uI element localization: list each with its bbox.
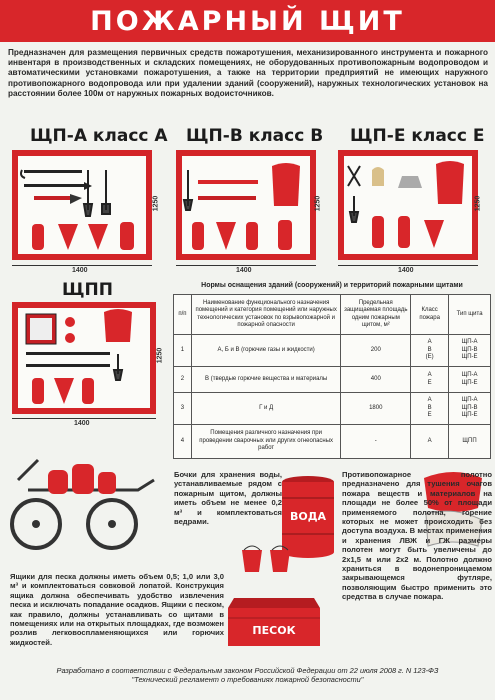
intro-paragraph: Предназначен для размещения первичных средств пожаротушения, механизированного инструмента и пожарного инвентаря в производственных и складских помещениях, не оборудованных противопожарным водопроводом и автоматическими установками пожаротушения, а также на территории предприятий не имеющих наружного противопожарного водопровода или при удалении зданий (сооружений), наружных технологических установок на расстоянии более 100м от наружных пожарных водоисточников. xyxy=(8,48,488,98)
shield-a-height-label: 1250 xyxy=(152,195,160,212)
row-shield-type: ЩП-А ЩП-В ЩП-Е xyxy=(449,335,491,367)
shield-a-tools-illustration xyxy=(18,156,146,254)
norms-table xyxy=(173,294,491,459)
table-header-row xyxy=(174,295,491,335)
sand-box-label: ПЕСОК xyxy=(252,624,296,637)
row-fire-class: А В (Е) xyxy=(411,335,449,367)
shield-p-title: ЩПП xyxy=(62,280,113,300)
header-fire-class: Класс пожара xyxy=(411,295,449,335)
shield-p-width-line xyxy=(12,418,156,419)
fire-blanket-description: Противопожарное полотно предназначено для тушения очагов пожара веществ и материалов на площади не более 50% от площади применяемого полотна, горение которых не может происходить без доступа воздуха. В местах применения и хранения ЛВЖ и ГЖ размеры полотен могут быть увеличены до 2х1,5 м или 2х2 м. Полотно должно храниться в водонепроницаемом закрывающемся футляре, позволяющим быстро применить это средства в случае пожара. xyxy=(342,470,492,602)
footer-law-reference: Разработано в соответствии с Федеральным законом Российской Федерации от 22 июля 2008 г. N 123-ФЗ xyxy=(56,666,439,675)
sand-box-description: Ящики для песка должны иметь объем 0,5; 1,0 или 3,0 м³ и комплектоваться совковой лопатой. Конструкция ящика должна обеспечивать удобство извлечения песка и исключать попадание осадков. Ящики с песком, как правило, должны устанавливать со щитами в помещениях или на открытых площадках, где возможен розлив легковоспламеняющихся или горючих жидкостей. xyxy=(10,572,224,647)
shield-b-panel xyxy=(176,150,316,260)
row-shield-type: ЩП-А ЩП-В ЩП-Е xyxy=(449,393,491,425)
row-fire-class: А xyxy=(411,425,449,459)
row-purpose: Г и Д xyxy=(191,393,340,425)
shield-b-height-label: 1250 xyxy=(314,195,322,212)
shield-e-width-label: 1400 xyxy=(398,267,414,274)
barrel-description: Бочки для хранения воды, устанавливаемые рядом с пожарным щитом, должны иметь объем не менее 0,2 м³ и комплектоваться ведрами. xyxy=(174,470,282,527)
barrel-label: ВОДА xyxy=(289,510,327,523)
header-number: п/п xyxy=(174,295,192,335)
shield-p-tools-illustration xyxy=(18,308,150,408)
row-area: 1800 xyxy=(341,393,411,425)
footer xyxy=(0,666,495,684)
header-shield-type: Тип щита xyxy=(449,295,491,335)
table-row xyxy=(174,393,491,425)
sand-box-illustration xyxy=(228,588,320,648)
row-number: 4 xyxy=(174,425,192,459)
footer-regulation-title: "Технический регламент о требованиях пожарной безопасности" xyxy=(131,675,364,684)
shield-e-tools-illustration xyxy=(344,156,472,254)
header-area: Предельная защищаемая площадь одним пожарным щитом, м² xyxy=(341,295,411,335)
row-fire-class: А В Е xyxy=(411,393,449,425)
shield-a-panel xyxy=(12,150,152,260)
row-purpose: В (твердые горючие вещества и материалы xyxy=(191,367,340,393)
shield-p-panel xyxy=(12,302,156,414)
shield-a-width-label: 1400 xyxy=(72,267,88,274)
row-fire-class: А Е xyxy=(411,367,449,393)
row-shield-type: ЩПП xyxy=(449,425,491,459)
shield-p-width-label: 1400 xyxy=(74,420,90,427)
shield-a-title: ЩП-А класс А xyxy=(30,126,168,146)
fire-cart-illustration xyxy=(8,440,168,560)
row-number: 1 xyxy=(174,335,192,367)
shield-e-panel xyxy=(338,150,478,260)
row-area: 400 xyxy=(341,367,411,393)
title-banner xyxy=(0,0,495,42)
shield-a-width-line xyxy=(12,265,152,266)
buckets-illustration xyxy=(240,544,296,574)
shield-b-tools-illustration xyxy=(182,156,310,254)
table-row xyxy=(174,335,491,367)
row-area: - xyxy=(341,425,411,459)
shield-e-title: ЩП-Е класс Е xyxy=(350,126,485,146)
row-shield-type: ЩП-А ЩП-Е xyxy=(449,367,491,393)
row-purpose: А, Б и В (горючие газы и жидкости) xyxy=(191,335,340,367)
shield-b-title: ЩП-В класс В xyxy=(186,126,324,146)
table-row xyxy=(174,367,491,393)
table-row xyxy=(174,425,491,459)
norms-table-caption: Нормы оснащения зданий (сооружений) и территорий пожарными щитами xyxy=(201,282,463,289)
shield-b-width-label: 1400 xyxy=(236,267,252,274)
row-area: 200 xyxy=(341,335,411,367)
row-purpose: Помещения различного назначения при проведении сварочных или других огнеопасных работ xyxy=(191,425,340,459)
header-purpose: Наименование функционального назначения помещений и категория помещений или наружных технологических установок по взрывопожарной и пожарной опасности xyxy=(191,295,340,335)
shield-b-width-line xyxy=(176,265,316,266)
shield-e-height-label: 1250 xyxy=(474,195,482,212)
shield-p-height-label: 1250 xyxy=(156,347,164,364)
page-title: ПОЖАРНЫЙ ЩИТ xyxy=(90,5,405,37)
row-number: 3 xyxy=(174,393,192,425)
shield-e-width-line xyxy=(338,265,478,266)
row-number: 2 xyxy=(174,367,192,393)
